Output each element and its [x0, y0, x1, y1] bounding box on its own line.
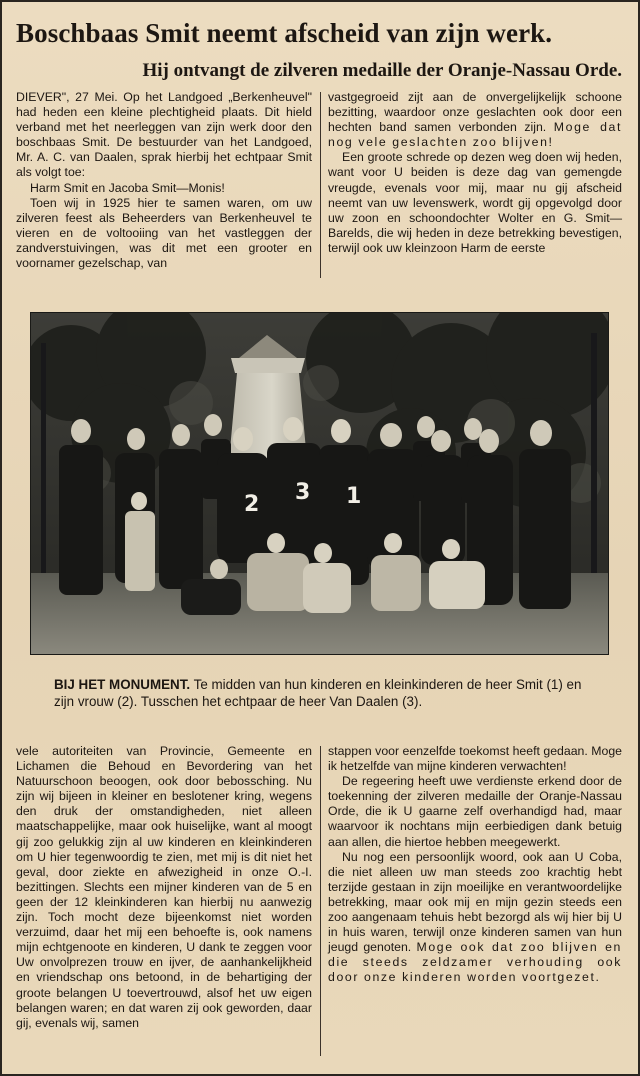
column-divider-bottom	[320, 746, 321, 1056]
article-subheadline: Hij ontvangt de zilveren medaille der Oranje-Nassau Orde.	[142, 60, 622, 81]
photo-illustration	[31, 313, 608, 654]
left-border	[0, 0, 2, 1076]
paragraph-1925: Toen wij in 1925 hier te samen waren, om uw zilveren feest als Beheerders van Berkenheuvel te vieren en de voltooiing van het vastleggen der zandverstuivingen, was dit met een grooter en voornamer gezelschap, van	[16, 195, 312, 271]
paragraph-vastgegroeid-spaced: Moge dat nog vele geslachten zoo blijven!	[328, 120, 622, 150]
top-border	[0, 0, 640, 2]
paragraph-stappen: stappen voor eenzelfde toekomst heeft gedaan. Moge ik hetzelfde van mijne kinderen verwachten!	[328, 744, 622, 774]
article-headline: Boschbaas Smit neemt afscheid van zijn werk.	[16, 18, 553, 48]
top-left-column	[16, 90, 312, 271]
photo-label-2: 2	[244, 492, 260, 517]
paragraph-groote-schrede: Een groote schrede op dezen weg doen wij heden, want voor U beiden is deze dag van gemengde vreugde, evenals voor mij, maar nu gij afscheid neemt van uw levenswerk, wordt gij opgevolgd door uw zoon en schoondochter Wolter en G. Smit—Barelds, die wij heden in deze betrekking bevestigen, terwijl ook uw kleinzoon Harm de eerste	[328, 150, 622, 255]
column-divider-top	[320, 92, 321, 278]
paragraph-regeering: De regeering heeft uwe verdienste erkend door de toekenning der zilveren medaille der Oranje-Nassau Orde, die ik U gaarne zelf overhandigd had, maar waarvoor ik nochtans mijn eerbiedigen dank betuig aan allen, die hiertoe hebben meegewerkt.	[328, 774, 622, 849]
photo-caption	[54, 676, 594, 710]
paragraph-intro: DIEVER", 27 Mei. Op het Landgoed „Berkenheuvel" had heden een kleine plechtigheid plaats. Dit hield verband met het neerleggen van zijn werk door den boschbaas Smit. De bestuurder van het Landgoed, Mr. A. C. van Daalen, sprak hierbij het echtpaar Smit als volgt toe:	[16, 90, 312, 180]
paragraph-salutation: Harm Smit en Jacoba Smit—Monis!	[30, 180, 225, 195]
paragraph-autoriteiten: vele autoriteiten van Provincie, Gemeente en Lichamen die Behoud en Bevordering van het Natuurschoon beoogen, ook door bebossching. Nu zijn wij bijeen in kleiner en beslotener kring, wegens den druk der omstandigheden, niet alleen maatschappelijke, maar ook huiselijke, want al moogt gij zoo gelukkig zijn al uw kinderen en kleinkinderen om U hier tegenwoordig te zien, met mij is dit niet het geval, door ziekte en afwezigheid in onze O.-I. bezittingen. Slechts een mijner kinderen van de 5 en geen der 12 kleinkinderen kan hierbij nu aanwezig zijn. Toch mocht deze bijeenkomst niet worden verzuimd, daar het mij een behoefte is, ook namens mijn echtgenoote en kinderen, U dank te zeggen voor Uw onvolprezen trouw en ijver, de aanhankelijkheid en vriendschap ons betoond, in de behartiging der groote belangen U toevertrouwd, alsof het uw eigen belangen waren; en dat waren zij ook geworden, daar gij, evenals wij, samen	[16, 744, 312, 1030]
top-right-column	[328, 90, 622, 256]
group-photograph	[30, 312, 609, 655]
caption-text: Te midden van hun kinderen en kleinkinderen de heer Smit (1) en zijn vrouw (2). Tusschen het echtpaar de heer Van Daalen (3).	[54, 677, 582, 709]
paragraph-persoonlijk-spaced: Moge ook dat zoo blijven en die steeds zeldzamer verhouding ook door onze kinderen worden voortgezet.	[328, 940, 622, 985]
paragraph-persoonlijk: Nu nog een persoonlijk woord, ook aan U Coba, die niet alleen uw man steeds zoo krachtig hebt terzijde gestaan in zijn moeilijke en verantwoordelijke betrekking, maar ook mij en mijn gezin steeds een zoo aangenaam tehuis hebt bezorgd als wij hier bij U in huis waren, terwijl onze kinderen samen van hun jeugd genoten.	[328, 849, 622, 955]
photo-label-1: 1	[346, 484, 362, 509]
bottom-right-column	[328, 744, 622, 986]
bottom-left-column	[16, 744, 312, 1031]
photo-label-3: 3	[295, 480, 311, 505]
paragraph-vastgegroeid: vastgegroeid zijt aan de onvergelijkelijk schoone bezitting, waardoor onze geslachten ook door een hechten band samen verbonden zijn.	[328, 90, 622, 135]
caption-lead: BIJ HET MONUMENT.	[54, 677, 191, 692]
